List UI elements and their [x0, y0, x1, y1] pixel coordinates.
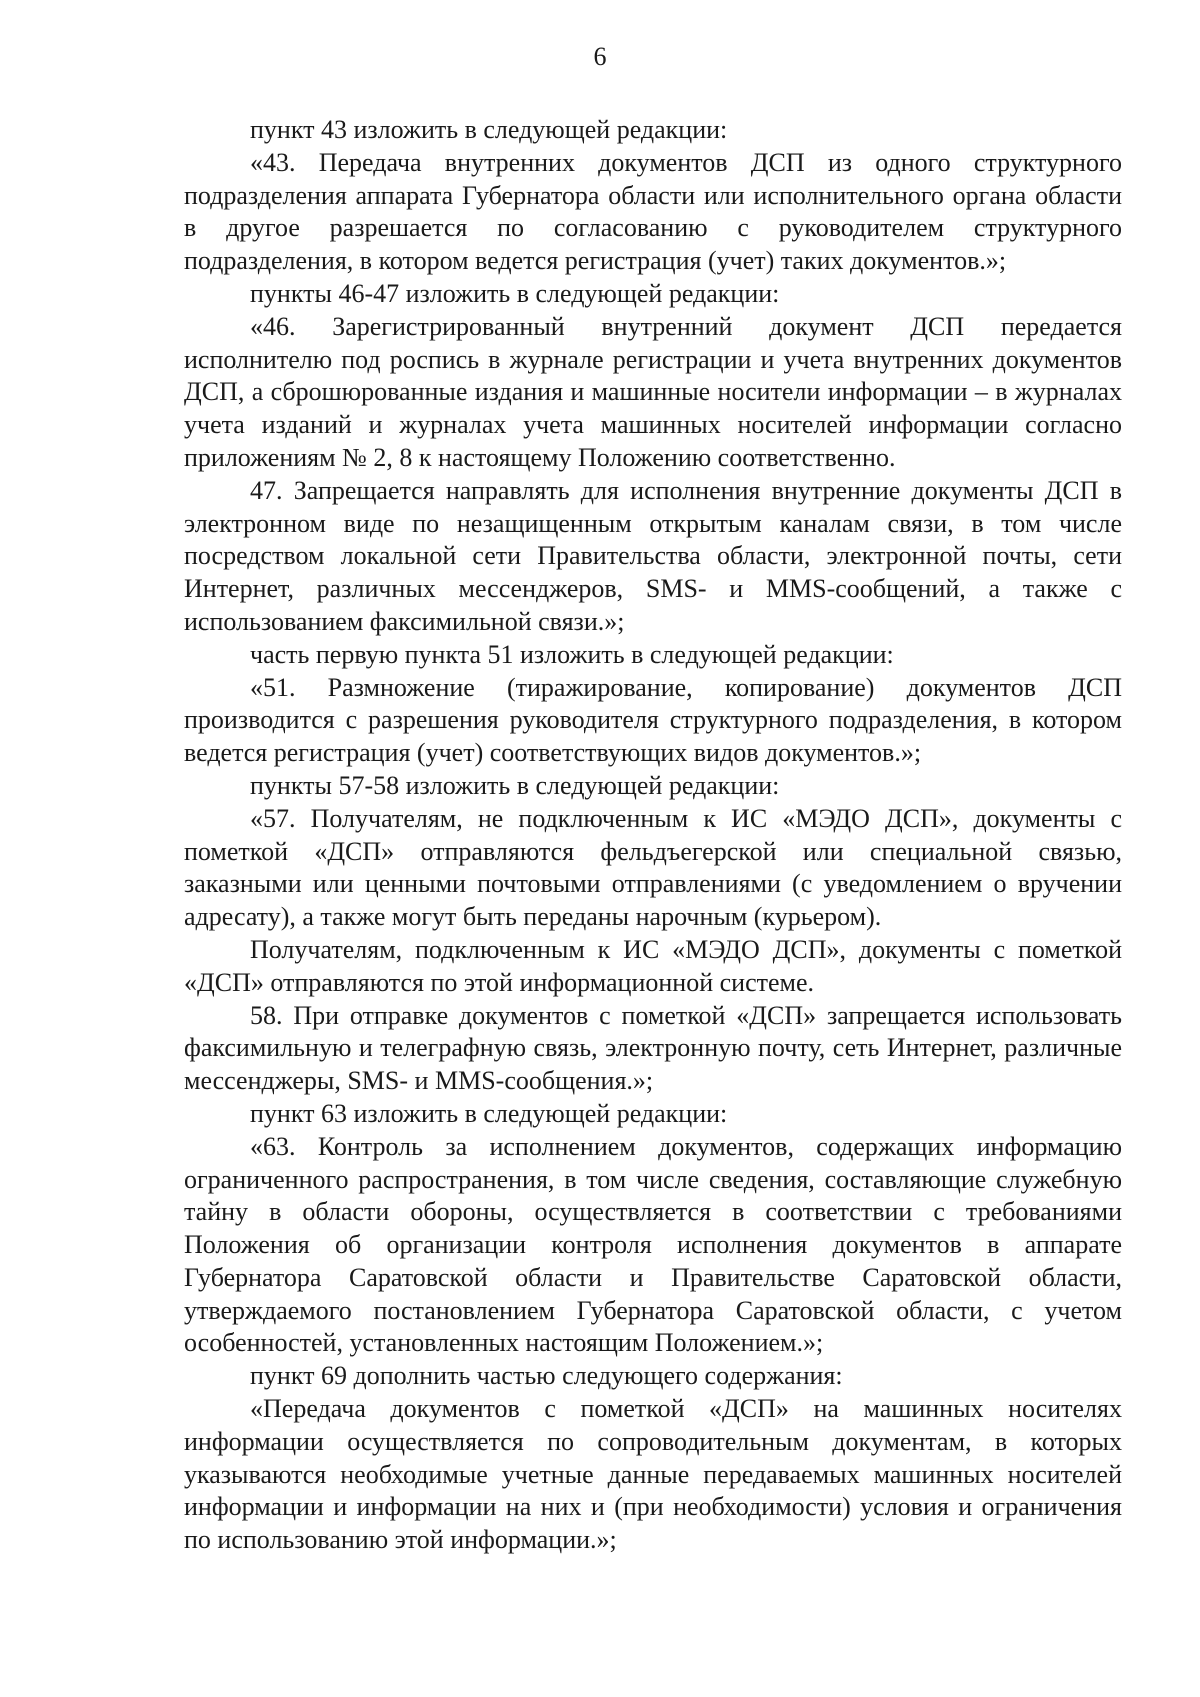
document-body [184, 114, 1122, 1557]
paragraph-item-51: «51. Размножение (тиражирование, копирование) документов ДСП производится с разрешения руководителя структурного подразделения, в котором ведется регистрация (учет) соответствующих видов документов.»; [184, 672, 1122, 768]
paragraph-amend-51: часть первую пункта 51 изложить в следующей редакции: [250, 639, 894, 669]
paragraph-item-43: «43. Передача внутренних документов ДСП из одного структурного подразделения аппарата Губернатора области или исполнительного органа области в другое разрешается по согласованию с руководителем структурного подразделения, в котором ведется регистрация (учет) таких документов.»; [184, 147, 1122, 276]
paragraph-amend-43: пункт 43 изложить в следующей редакции: [250, 115, 728, 144]
paragraph-item-57: «57. Получателям, не подключенным к ИС «МЭДО ДСП», документы с пометкой «ДСП» отправляются фельдъегерской или специальной связью, заказными или ценными почтовыми отправлениями (с уведомлением о вручении адресату), а также могут быть переданы нарочным (курьером). [184, 803, 1122, 932]
paragraph-item-46: «46. Зарегистрированный внутренний документ ДСП передается исполнителю под роспись в журнале регистрации и учета внутренних документов ДСП, а сброшюрованные издания и машинные носители информации – в журналах учета изданий и журналах учета машинных носителей информации согласно приложениям № 2, 8 к настоящему Положению соответственно. [184, 311, 1122, 472]
paragraph-item-58: 58. При отправке документов с пометкой «ДСП» запрещается использовать факсимильную и телеграфную связь, электронную почту, сеть Интернет, различные мессенджеры, SMS- и MMS-сообщения.»; [184, 1000, 1122, 1096]
paragraph-item-57-part-2: Получателям, подключенным к ИС «МЭДО ДСП», документы с пометкой «ДСП» отправляются по этой информационной системе. [184, 934, 1122, 997]
page-number: 6 [593, 42, 607, 71]
paragraph-amend-46-47: пункты 46-47 изложить в следующей редакции: [250, 278, 780, 308]
paragraph-item-69-addition: «Передача документов с пометкой «ДСП» на машинных носителях информации осуществляется по сопроводительным документам, в которых указываются необходимые учетные данные передаваемых машинных носителей информации и информации на них и (при необходимости) условия и ограничения по использованию этой информации.»; [184, 1394, 1122, 1555]
paragraph-item-47: 47. Запрещается направлять для исполнения внутренние документы ДСП в электронном виде по незащищенным открытым каналам связи, в том числе посредством локальной сети Правительства области, электронной почты, сети Интернет, различных мессенджеров, SMS- и MMS-сообщений, а также с использованием факсимильной связи.»; [184, 475, 1122, 636]
paragraph-amend-63: пункт 63 изложить в следующей редакции: [250, 1098, 728, 1128]
paragraph-item-63: «63. Контроль за исполнением документов, содержащих информацию ограниченного распространения, в том числе сведения, составляющие служебную тайну в области обороны, осуществляется в соответствии с требованиями Положения об организации контроля исполнения документов в аппарате Губернатора Саратовской области и Правительстве Саратовской области, утверждаемого постановлением Губернатора Саратовской области, с учетом особенностей, установленных настоящим Положением.»; [184, 1131, 1122, 1358]
paragraph-amend-69: пункт 69 дополнить частью следующего содержания: [250, 1361, 843, 1391]
paragraph-amend-57-58: пункты 57-58 изложить в следующей редакции: [250, 770, 780, 800]
